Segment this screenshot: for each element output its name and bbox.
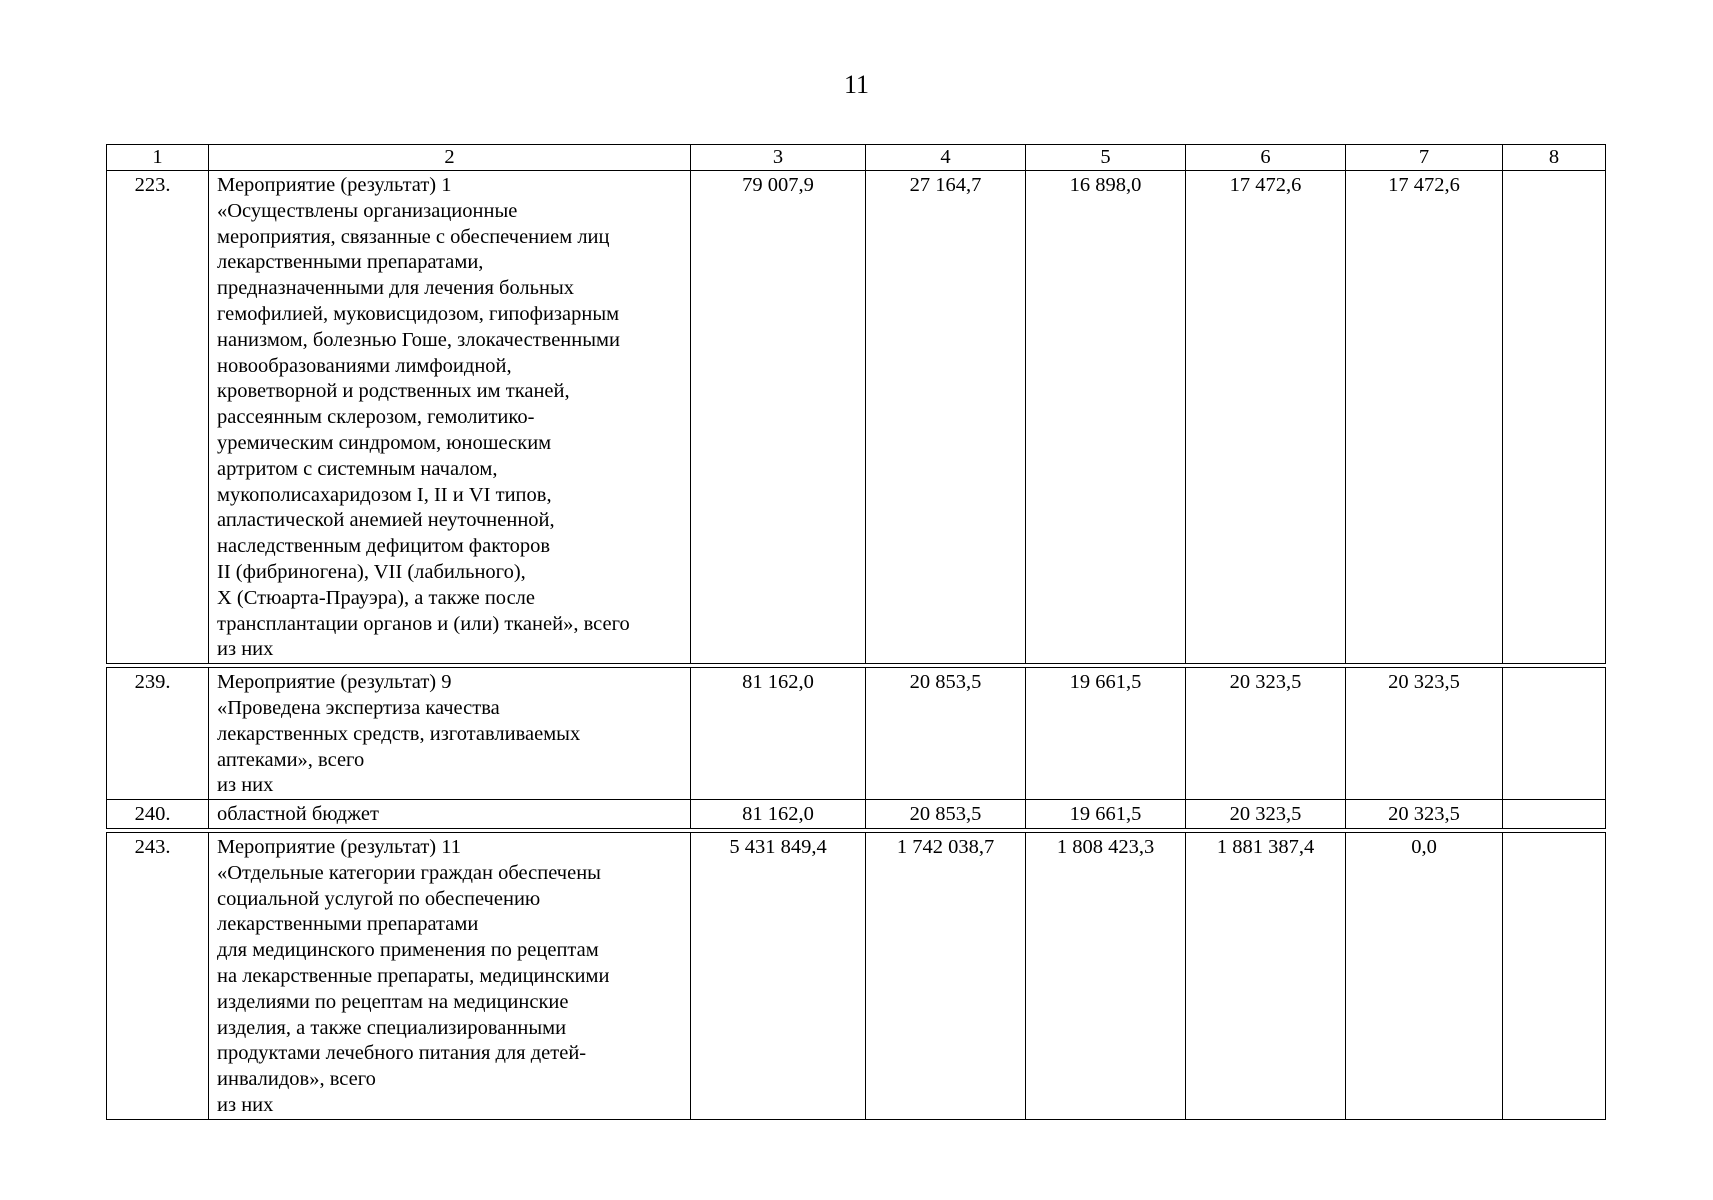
column-header: 1: [107, 145, 209, 171]
value-col-6: 20 323,5: [1186, 668, 1346, 800]
value-col-4: 20 853,5: [866, 800, 1026, 829]
value-col-7: 17 472,6: [1346, 171, 1503, 664]
column-header: 6: [1186, 145, 1346, 171]
column-header: 7: [1346, 145, 1503, 171]
value-col-6: 17 472,6: [1186, 171, 1346, 664]
value-col-7: 20 323,5: [1346, 668, 1503, 800]
budget-table: [106, 144, 1606, 1120]
column-header: 2: [209, 145, 691, 171]
value-col-3: 5 431 849,4: [691, 832, 866, 1119]
value-col-8: [1503, 171, 1606, 664]
value-col-4: 1 742 038,7: [866, 832, 1026, 1119]
row-number: 243.: [107, 832, 209, 1119]
value-col-5: 19 661,5: [1026, 800, 1186, 829]
column-header: 4: [866, 145, 1026, 171]
value-col-7: 20 323,5: [1346, 800, 1503, 829]
value-col-7: 0,0: [1346, 832, 1503, 1119]
value-col-3: 81 162,0: [691, 668, 866, 800]
value-col-6: 20 323,5: [1186, 800, 1346, 829]
row-description: Мероприятие (результат) 1 «Осуществлены организационные мероприятия, связанные с обеспечением лиц лекарственными препаратами, предназначенными для лечения больных гемофилией, муковисцидозом, гипофизарным нанизмом, болезнью Гоше, злокачественными новообразованиями лимфоидной, кроветворной и родственных им тканей, рассеянным склерозом, гемолитико- уремическим синдромом, юношеским артритом с системным началом, мукополисахаридозом I, II и VI типов, апластической анемией неуточненной, наследственным дефицитом факторов II (фибриногена), VII (лабильного), X (Стюарта-Прауэра), а также после трансплантации органов и (или) тканей», всего из них: [209, 171, 691, 664]
page-number: 11: [843, 70, 870, 99]
column-header: 3: [691, 145, 866, 171]
column-header: 8: [1503, 145, 1606, 171]
table-row: [107, 832, 1606, 1119]
value-col-3: 79 007,9: [691, 171, 866, 664]
row-number: 223.: [107, 171, 209, 664]
row-number: 239.: [107, 668, 209, 800]
value-col-5: 19 661,5: [1026, 668, 1186, 800]
column-header-row: [107, 145, 1606, 171]
value-col-8: [1503, 800, 1606, 829]
row-description: Мероприятие (результат) 9 «Проведена экспертиза качества лекарственных средств, изготавливаемых аптеками», всего из них: [209, 668, 691, 800]
value-col-6: 1 881 387,4: [1186, 832, 1346, 1119]
row-number: 240.: [107, 800, 209, 829]
value-col-8: [1503, 832, 1606, 1119]
table-row: [107, 171, 1606, 664]
row-description: областной бюджет: [209, 800, 691, 829]
row-description: Мероприятие (результат) 11 «Отдельные категории граждан обеспечены социальной услугой по обеспечению лекарственными препаратами для медицинского применения по рецептам на лекарственные препараты, медицинскими изделиями по рецептам на медицинские изделия, а также специализированными продуктами лечебного питания для детей- инвалидов», всего из них: [209, 832, 691, 1119]
table-row: [107, 800, 1606, 829]
value-col-5: 1 808 423,3: [1026, 832, 1186, 1119]
table-row: [107, 668, 1606, 800]
value-col-4: 27 164,7: [866, 171, 1026, 664]
column-header: 5: [1026, 145, 1186, 171]
value-col-4: 20 853,5: [866, 668, 1026, 800]
value-col-5: 16 898,0: [1026, 171, 1186, 664]
value-col-8: [1503, 668, 1606, 800]
value-col-3: 81 162,0: [691, 800, 866, 829]
